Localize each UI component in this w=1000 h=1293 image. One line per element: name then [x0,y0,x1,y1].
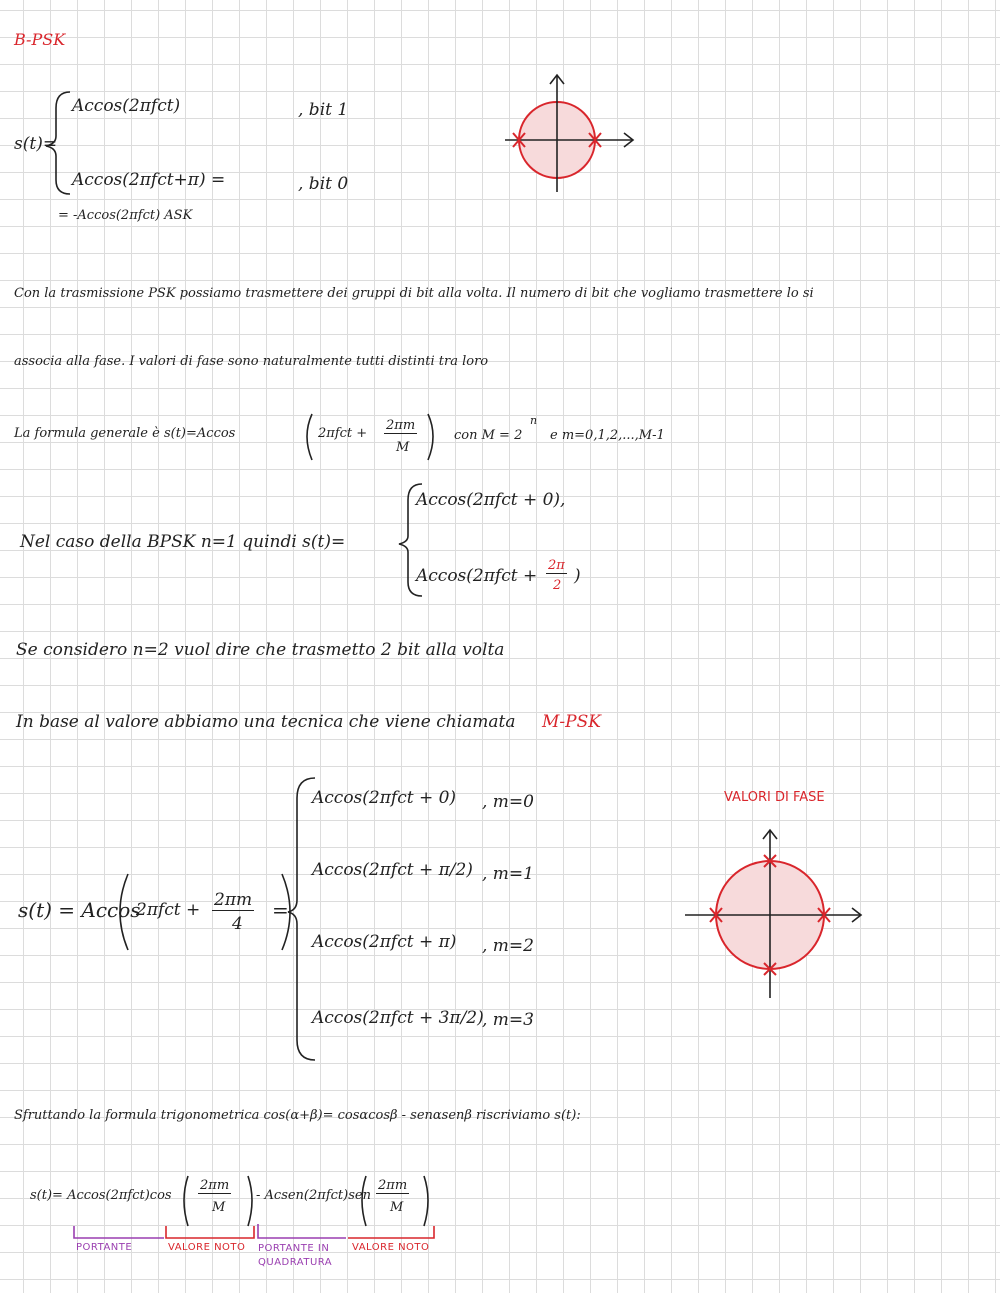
phase-values-label: VALORI DI FASE [724,790,825,805]
bracket-valore2 [348,1226,434,1238]
general-prefix: La formula generale è s(t)=Accos [14,426,236,441]
final-frac2-den: M [390,1200,404,1215]
general-arg: 2πfct + [318,426,368,441]
final-lhs: s(t)= Accos(2πfct)cos [30,1188,172,1203]
qpsk-frac-num: 2πm [214,890,253,910]
qpsk-row-3-expr: Accos(2πfct + 3π/2) [312,1008,484,1028]
bpsk-case-row2: Accos(2πfct + [416,566,538,586]
bracket-portante [74,1226,164,1238]
paragraph-line1: Con la trasmissione PSK possiamo trasmettere dei gruppi di bit alla volta. Il numero di bit che vogliamo trasmettere lo si [14,286,814,301]
general-frac-den: M [396,440,410,455]
trig-line: Sfruttando la formula trigonometrica cos(α+β)= cosαcosβ - senαsenβ riscriviamo s(t): [14,1108,581,1123]
qpsk-row-1-cond: , m=1 [482,864,534,884]
paragraph-line2: associa alla fase. I valori di fase sono naturalmente tutti distinti tra loro [14,354,489,369]
bpsk-lhs: s(t)= [14,134,58,154]
qpsk-lhs: s(t) = Accos [18,898,141,922]
bpsk-note: = -Accos(2πfct) ASK [58,208,193,223]
qpsk-constellation [685,830,861,998]
bpsk-case0-label: , bit 0 [298,174,349,194]
qpsk-row-2-cond: , m=2 [482,936,534,956]
general-suffix: con M = 2 [454,428,523,443]
qpsk-row-0-expr: Accos(2πfct + 0) [312,788,457,808]
bracket-quadratura [258,1224,346,1238]
qpsk-row-2-expr: Accos(2πfct + π) [312,932,457,952]
bpsk-case-frac-num: 2π [548,558,565,573]
bpsk-title: B-PSK [14,30,66,49]
general-range: e m=0,1,2,...,M-1 [550,428,665,443]
final-frac1-num: 2πm [200,1178,230,1193]
qpsk-row-1-expr: Accos(2πfct + π/2) [312,860,473,880]
label-valore-noto-1: VALORE NOTO [168,1242,246,1253]
final-frac2-num: 2πm [378,1178,408,1193]
label-valore-noto-2: VALORE NOTO [352,1242,430,1253]
label-portante: PORTANTE [76,1242,133,1253]
bpsk-case-text: Nel caso della BPSK n=1 quindi s(t)= [20,532,346,552]
mpsk-line-text: In base al valore abbiamo una tecnica che viene chiamata [16,712,516,732]
bracket-valore1 [166,1226,254,1238]
bpsk-case-row2-end: ) [574,566,581,586]
qpsk-brace [288,778,315,1060]
qpsk-row-0-cond: , m=0 [482,792,534,812]
qpsk-row-3-cond: , m=3 [482,1010,534,1030]
general-frac-num: 2πm [386,418,416,433]
general-exp: n [530,414,538,427]
final-mid: - Acsen(2πfct)sen [256,1188,371,1203]
final-frac1-den: M [212,1200,226,1215]
bpsk-case1-expr: Accos(2πfct) [72,96,181,116]
qpsk-arg: 2πfct + [136,900,201,920]
bpsk-constellation [505,75,633,192]
mpsk-name: M-PSK [542,712,601,732]
bpsk-case-row1: Accos(2πfct + 0), [416,490,566,510]
qpsk-frac-den: 4 [232,914,243,934]
label-portante-quadratura: PORTANTE IN QUADRATURA [258,1243,333,1268]
qpsk-eq: = [272,898,289,922]
bpsk-case0-expr: Accos(2πfct+π) = [72,170,226,190]
n2-line: Se considero n=2 vuol dire che trasmetto 2 bit alla volta [16,640,505,660]
bpsk-case-frac-den: 2 [553,578,562,593]
bpsk-case1-label: , bit 1 [298,100,349,120]
